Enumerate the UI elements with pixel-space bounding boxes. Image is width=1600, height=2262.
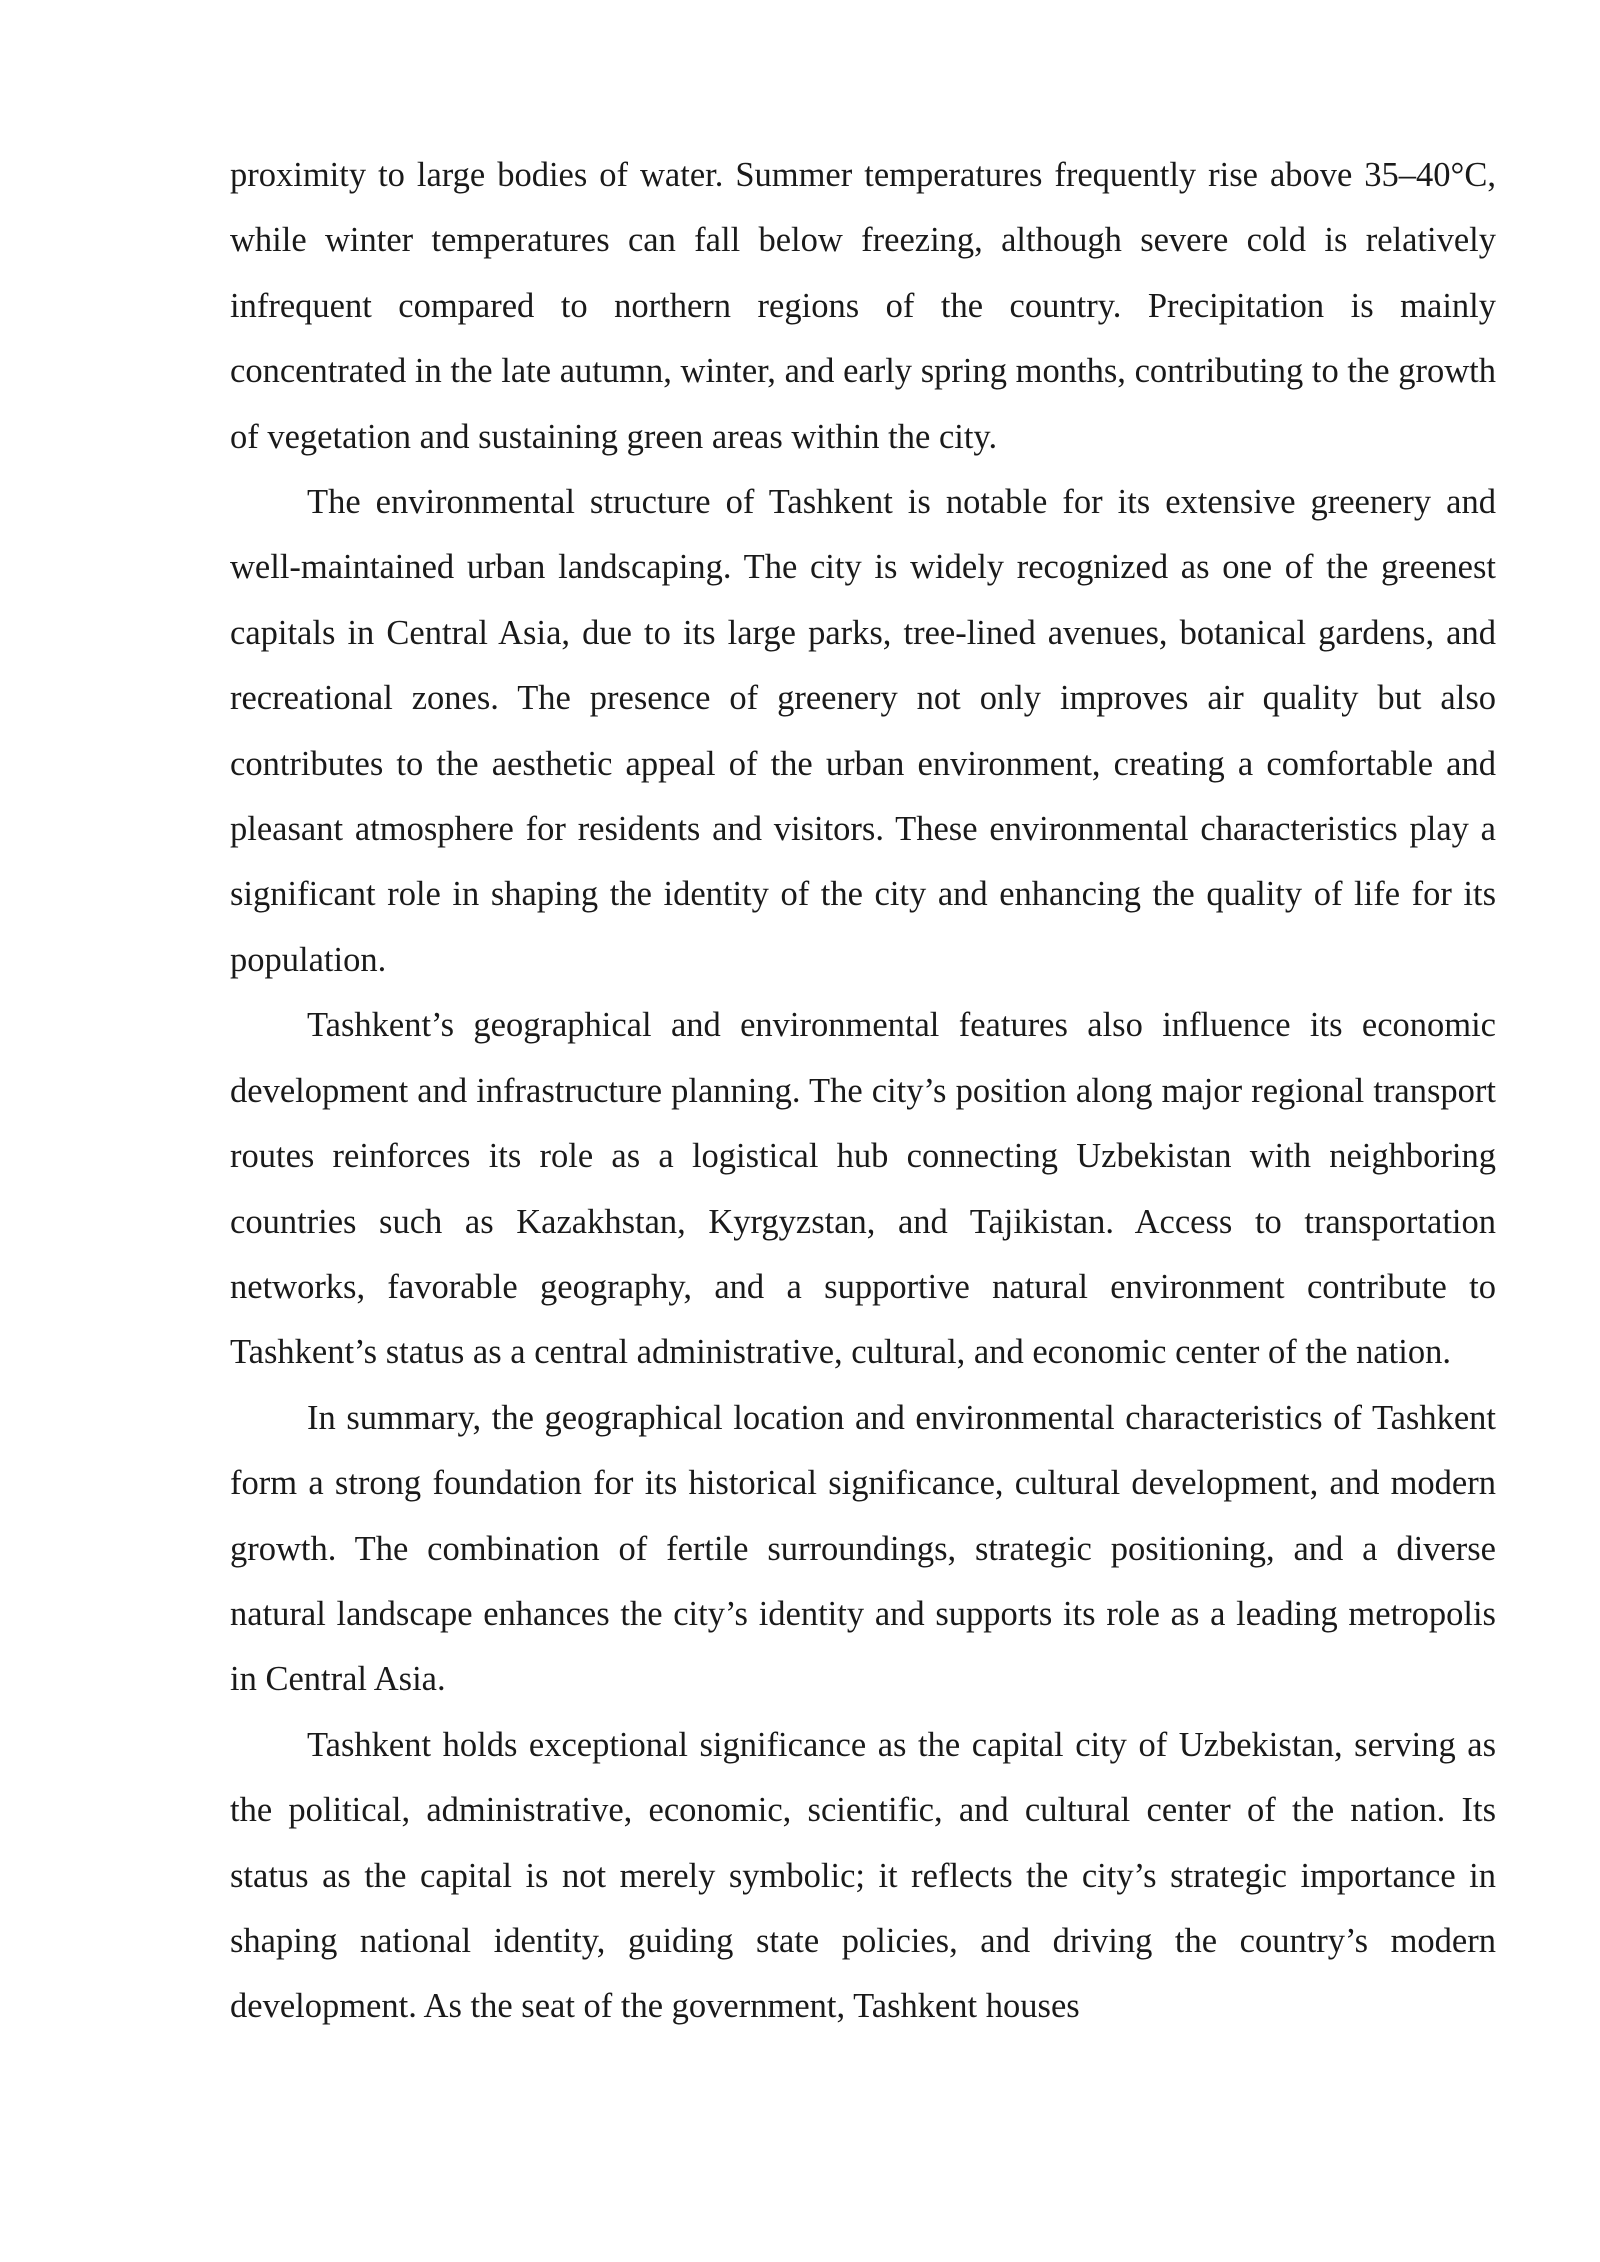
paragraph-climate: proximity to large bodies of water. Summer temperatures frequently rise above 35–40°C, while winter temperatures can fall below freezing, although severe cold is relatively infrequent compared to northern regions of the country. Precipitation is mainly concentrated in the late autumn, winter, and early spring months, contributing to the growth of vegetation and sustaining green areas within the city. <box>230 156 1496 456</box>
paragraph-environment: The environmental structure of Tashkent is notable for its extensive greenery and well-maintained urban landscaping. The city is widely recognized as one of the greenest capitals in Central Asia, due to its large parks, tree-lined avenues, botanical gardens, and recreational zones. The presence of greenery not only improves air quality but also contributes to the aesthetic appeal of the urban environment, creating a comfortable and pleasant atmosphere for residents and visitors. These environmental characteristics play a significant role in shaping the identity of the city and enhancing the quality of life for its population. <box>230 483 1496 979</box>
paragraph-capital: Tashkent holds exceptional significance as the capital city of Uzbekistan, serving as the political, administrative, economic, scientific, and cultural center of the nation. Its status as the capital is not merely symbolic; it reflects the city’s strategic importance in shaping national identity, guiding state policies, and driving the country’s modern development. As the seat of the government, Tashkent houses <box>230 1725 1496 2026</box>
paragraph-summary: In summary, the geographical location and environmental characteristics of Tashkent form a strong foundation for its historical significance, cultural development, and modern growth. The combination of fertile surroundings, strategic positioning, and a diverse natural landscape enhances the city’s identity and supports its role as a leading metropolis in Central Asia. <box>230 1398 1496 1699</box>
body-text <box>230 143 1496 2040</box>
paragraph-economy: Tashkent’s geographical and environmental features also influence its economic development and infrastructure planning. The city’s position along major regional transport routes reinforces its role as a logistical hub connecting Uzbekistan with neighboring countries such as Kazakhstan, Kyrgyzstan, and Tajikistan. Access to transportation networks, favorable geography, and a supportive natural environment contribute to Tashkent’s status as a central administrative, cultural, and economic center of the nation. <box>230 1006 1496 1372</box>
